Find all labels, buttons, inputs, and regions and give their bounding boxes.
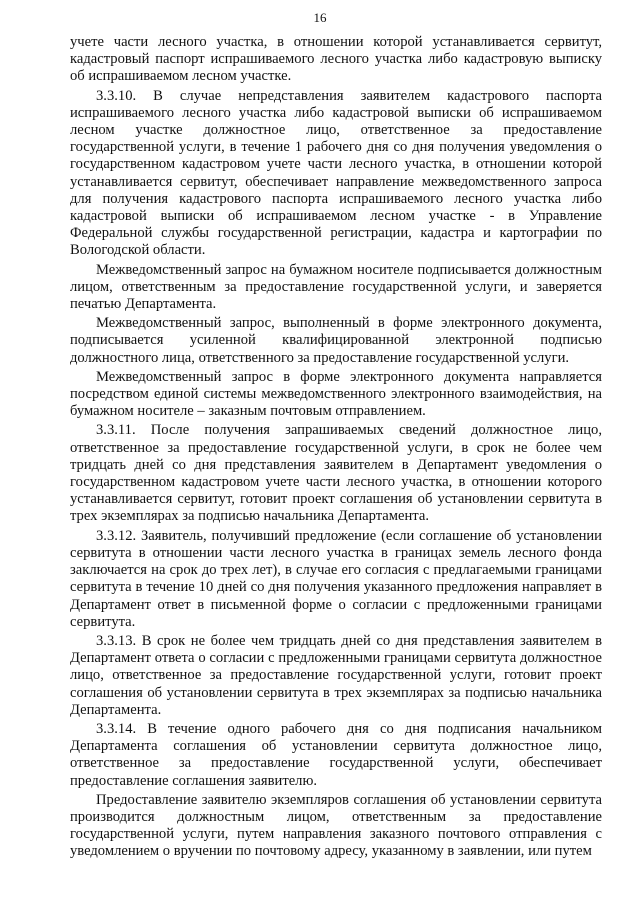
paragraph-continuation: учете части лесного участка, в отношении которой устанавливается сервитут, кадастровый паспорт испрашиваемого лесного участка либо кадастровую выписку об испрашиваемом лесном участке. xyxy=(70,34,602,85)
document-body xyxy=(70,34,602,861)
paragraph-3-3-13: 3.3.13. В срок не более чем тридцать дней со дня представления заявителем в Департамент ответа о согласии с предложенными границами сервитута должностное лицо, ответственное за предоставление государственной услуги, готовит проект соглашения об установлении сервитута в трех экземплярах за подписью начальника Департамента. xyxy=(70,632,602,718)
paragraph-paper-request: Межведомственный запрос на бумажном носителе подписывается должностным лицом, ответственным за предоставление государственной услуги, и заверяется печатью Департамента. xyxy=(70,261,602,313)
paragraph-3-3-10: 3.3.10. В случае непредставления заявителем кадастрового паспорта испрашиваемого лесного участка либо кадастровой выписки об испрашиваемом лесном участке должностное лицо, ответственное за предоставление государственной услуги, в течение 1 рабочего дня со дня получения уведомления о государственном кадастровом учете части лесного участка, в отношении которой устанавливается сервитут, обеспечивает направление межведомственного запроса для получения кадастрового паспорта испрашиваемого лесного участка либо кадастровой выписки об испрашиваемом лесном участке - в Управление Федеральной службы государственной регистрации, кадастра и картографии по Вологодской области. xyxy=(70,87,602,259)
paragraph-electronic-request-delivery: Межведомственный запрос в форме электронного документа направляется посредством единой системы межведомственного электронного взаимодействия, на бумажном носителе – заказным почтовым отправлением. xyxy=(70,368,602,420)
paragraph-3-3-14: 3.3.14. В течение одного рабочего дня со дня подписания начальником Департамента соглашения об установлении сервитута должностное лицо, ответственное за предоставление государственной услуги, обеспечивает предоставление соглашения заявителю. xyxy=(70,720,602,789)
page-number: 16 xyxy=(313,10,327,25)
paragraph-agreement-delivery: Предоставление заявителю экземпляров соглашения об установлении сервитута производится должностным лицом, ответственным за предоставление государственной услуги, путем направления заказного почтового отправления с уведомлением о вручении по почтовому адресу, указанному в заявлении, или путем xyxy=(70,791,602,860)
paragraph-3-3-12: 3.3.12. Заявитель, получивший предложение (если соглашение об установлении сервитута в отношении части лесного участка в границах земель лесного фонда заключается на срок до трех лет), в случае его согласия с предлагаемыми границами сервитута в течение 10 дней со дня получения указанного предложения направляет в Департамент ответ в письменной форме о согласии с предложенными границами сервитута. xyxy=(70,527,602,630)
paragraph-electronic-request-signature: Межведомственный запрос, выполненный в форме электронного документа, подписывается усиленной квалифицированной электронной подписью должностного лица, ответственного за предоставление государственной услуги. xyxy=(70,315,602,366)
paragraph-3-3-11: 3.3.11. После получения запрашиваемых сведений должностное лицо, ответственное за предоставление государственной услуги, в срок не более чем тридцать дней со дня представления заявителем в Департамент уведомления о государственном кадастровом учете части лесного участка, в отношении которого устанавливается сервитут, готовит проект соглашения об установлении сервитута в трех экземплярах за подписью начальника Департамента. xyxy=(70,422,602,525)
